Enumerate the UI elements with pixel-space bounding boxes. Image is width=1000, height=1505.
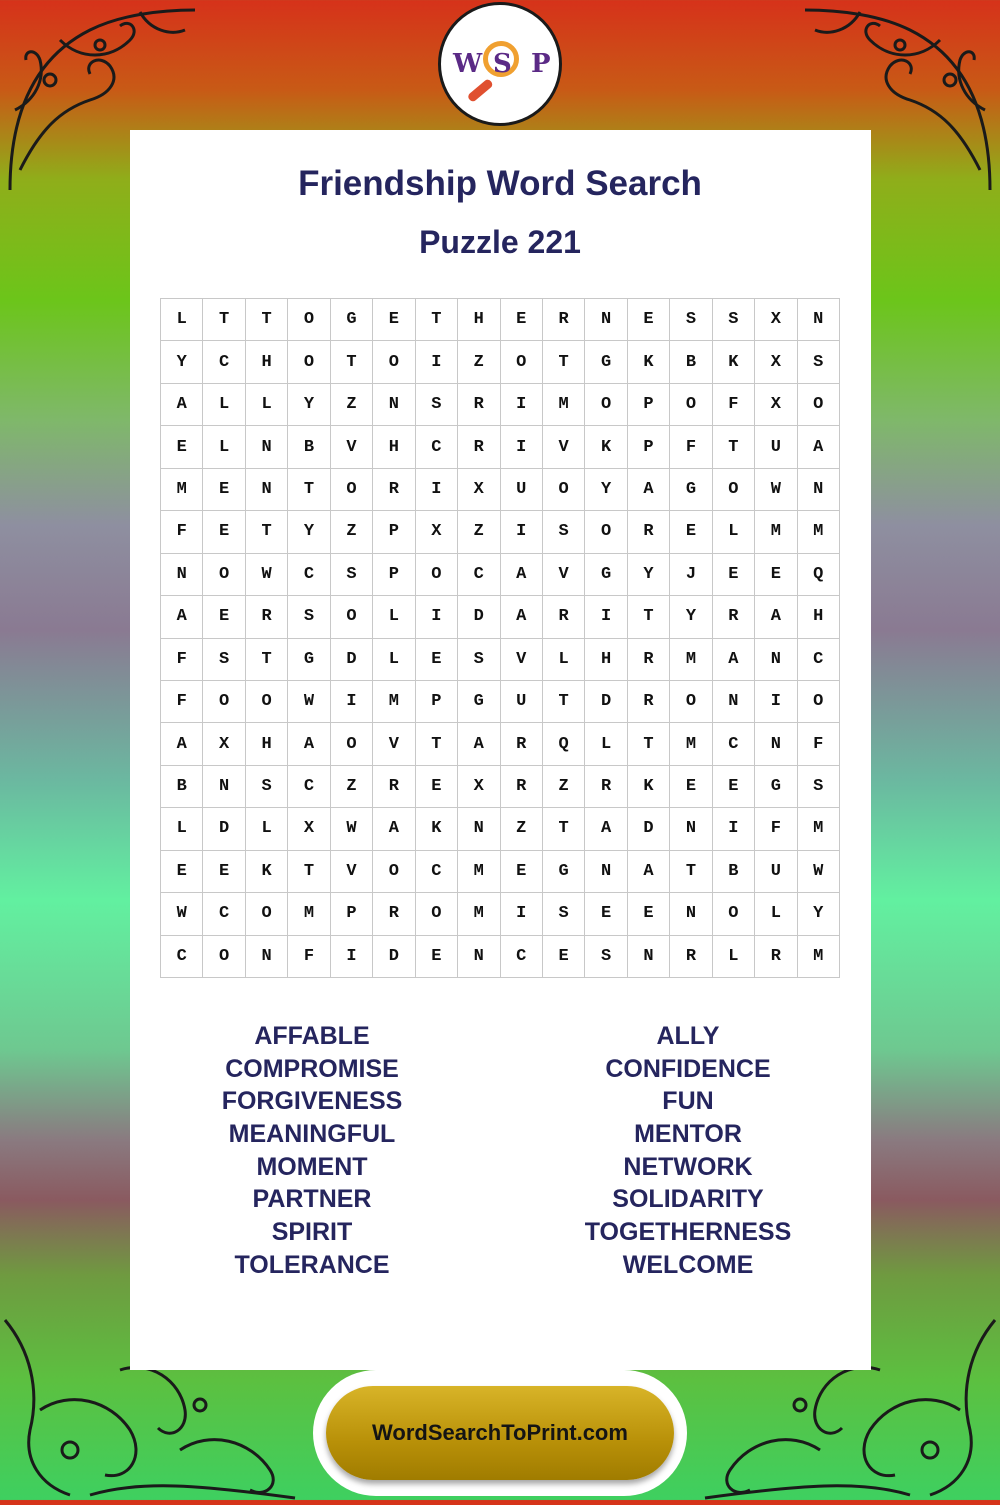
website-button[interactable]: WordSearchToPrint.com [326, 1386, 674, 1480]
grid-cell: N [373, 384, 415, 426]
word-list-item: FORGIVENESS [221, 1087, 403, 1116]
word-list-item: AFFABLE [254, 1022, 370, 1050]
grid-cell: T [416, 723, 458, 765]
grid-cell: K [628, 766, 670, 808]
wsp-logo [438, 2, 562, 126]
grid-cell: A [161, 596, 203, 638]
grid-cell: Z [458, 511, 500, 553]
grid-cell: V [331, 851, 373, 893]
grid-cell: N [458, 936, 500, 978]
grid-cell: A [755, 596, 797, 638]
grid-cell: N [246, 426, 288, 468]
grid-cell: Y [585, 469, 627, 511]
grid-cell: K [246, 851, 288, 893]
grid-cell: B [288, 426, 330, 468]
grid-cell: M [543, 384, 585, 426]
grid-cell: S [331, 554, 373, 596]
grid-cell: C [288, 766, 330, 808]
grid-cell: I [501, 511, 543, 553]
grid-cell: S [416, 384, 458, 426]
grid-cell: O [416, 554, 458, 596]
grid-cell: G [288, 639, 330, 681]
grid-cell: E [203, 469, 245, 511]
grid-cell: M [288, 893, 330, 935]
grid-cell: L [585, 723, 627, 765]
grid-cell: E [755, 554, 797, 596]
grid-cell: D [585, 681, 627, 723]
grid-cell: X [458, 766, 500, 808]
grid-cell: N [798, 469, 840, 511]
grid-cell: Z [543, 766, 585, 808]
grid-cell: F [288, 936, 330, 978]
grid-cell: W [161, 893, 203, 935]
grid-cell: E [161, 851, 203, 893]
grid-cell: R [373, 766, 415, 808]
grid-cell: R [246, 596, 288, 638]
grid-cell: T [246, 299, 288, 341]
grid-cell: O [713, 469, 755, 511]
grid-cell: I [331, 681, 373, 723]
grid-cell: V [543, 426, 585, 468]
grid-cell: Z [331, 384, 373, 426]
grid-cell: N [798, 299, 840, 341]
grid-cell: O [288, 341, 330, 383]
grid-cell: C [416, 426, 458, 468]
grid-cell: O [798, 384, 840, 426]
grid-cell: M [798, 936, 840, 978]
grid-cell: K [713, 341, 755, 383]
grid-cell: L [755, 893, 797, 935]
grid-cell: O [331, 596, 373, 638]
grid-cell: T [670, 851, 712, 893]
grid-cell: U [501, 681, 543, 723]
grid-cell: Q [543, 723, 585, 765]
grid-cell: E [670, 766, 712, 808]
grid-cell: I [585, 596, 627, 638]
grid-cell: O [798, 681, 840, 723]
grid-cell: T [288, 851, 330, 893]
grid-cell: C [798, 639, 840, 681]
grid-cell: S [543, 893, 585, 935]
grid-cell: F [755, 808, 797, 850]
grid-cell: I [501, 893, 543, 935]
grid-cell: K [416, 808, 458, 850]
grid-cell: H [246, 723, 288, 765]
word-list-item: MEANINGFUL [228, 1120, 396, 1149]
grid-cell: G [755, 766, 797, 808]
word-list-item: MENTOR [634, 1120, 742, 1149]
grid-cell: E [203, 596, 245, 638]
grid-cell: O [203, 554, 245, 596]
grid-cell: I [416, 596, 458, 638]
grid-cell: M [373, 681, 415, 723]
grid-cell: N [628, 936, 670, 978]
word-list-left [162, 1020, 462, 1282]
grid-cell: E [203, 851, 245, 893]
grid-cell: A [288, 723, 330, 765]
grid-cell: S [288, 596, 330, 638]
grid-cell: I [331, 936, 373, 978]
grid-cell: H [373, 426, 415, 468]
grid-cell: C [713, 723, 755, 765]
word-list-item: CONFIDENCE [605, 1054, 771, 1083]
grid-cell: F [161, 639, 203, 681]
grid-cell: E [501, 851, 543, 893]
logo-letter-w: W [453, 49, 483, 79]
grid-cell: C [416, 851, 458, 893]
grid-cell: A [628, 851, 670, 893]
grid-cell: A [161, 384, 203, 426]
grid-cell: Z [331, 766, 373, 808]
grid-cell: O [501, 341, 543, 383]
grid-cell: G [331, 299, 373, 341]
grid-cell: B [713, 851, 755, 893]
grid-cell: R [628, 511, 670, 553]
grid-cell: N [670, 808, 712, 850]
grid-cell: T [543, 341, 585, 383]
grid-cell: A [161, 723, 203, 765]
grid-cell: E [416, 766, 458, 808]
grid-cell: P [373, 511, 415, 553]
puzzle-number: Puzzle 221 [419, 224, 581, 260]
word-list-right [538, 1020, 838, 1282]
grid-cell: V [331, 426, 373, 468]
grid-cell: R [458, 384, 500, 426]
grid-cell: L [713, 936, 755, 978]
grid-cell: S [543, 511, 585, 553]
word-list-item: WELCOME [622, 1250, 754, 1279]
grid-cell: T [246, 639, 288, 681]
grid-cell: M [458, 893, 500, 935]
grid-cell: E [713, 554, 755, 596]
grid-cell: N [670, 893, 712, 935]
grid-cell: Z [458, 341, 500, 383]
grid-cell: O [585, 511, 627, 553]
grid-cell: O [373, 851, 415, 893]
grid-cell: O [203, 681, 245, 723]
grid-cell: D [203, 808, 245, 850]
grid-cell: L [203, 426, 245, 468]
grid-cell: E [501, 299, 543, 341]
grid-cell: P [628, 426, 670, 468]
grid-cell: G [543, 851, 585, 893]
grid-cell: N [246, 469, 288, 511]
grid-cell: O [543, 469, 585, 511]
grid-cell: H [585, 639, 627, 681]
grid-cell: A [458, 723, 500, 765]
grid-cell: I [416, 469, 458, 511]
page-title: Friendship Word Search [298, 164, 702, 203]
grid-cell: M [670, 723, 712, 765]
word-list-item: FUN [662, 1087, 714, 1116]
grid-cell: S [713, 299, 755, 341]
grid-cell: L [161, 808, 203, 850]
grid-cell: Y [798, 893, 840, 935]
grid-cell: X [458, 469, 500, 511]
grid-cell: I [501, 426, 543, 468]
grid-cell: A [628, 469, 670, 511]
grid-cell: S [203, 639, 245, 681]
grid-cell: N [458, 808, 500, 850]
grid-cell: L [203, 384, 245, 426]
grid-cell: L [713, 511, 755, 553]
grid-cell: O [203, 936, 245, 978]
grid-cell: G [458, 681, 500, 723]
grid-cell: C [203, 341, 245, 383]
grid-cell: S [798, 341, 840, 383]
grid-cell: N [585, 851, 627, 893]
grid-cell: T [331, 341, 373, 383]
word-list-item: ALLY [656, 1022, 720, 1050]
grid-cell: T [246, 511, 288, 553]
grid-cell: P [373, 554, 415, 596]
grid-cell: T [543, 681, 585, 723]
grid-cell: R [628, 681, 670, 723]
grid-cell: P [628, 384, 670, 426]
grid-cell: M [458, 851, 500, 893]
word-list-item: SOLIDARITY [612, 1185, 764, 1214]
grid-cell: D [331, 639, 373, 681]
grid-cell: D [458, 596, 500, 638]
word-list-item: TOGETHERNESS [584, 1218, 792, 1247]
grid-cell: F [161, 681, 203, 723]
grid-cell: O [331, 723, 373, 765]
grid-cell: N [585, 299, 627, 341]
grid-cell: E [161, 426, 203, 468]
grid-cell: R [628, 639, 670, 681]
grid-cell: R [585, 766, 627, 808]
grid-cell: L [373, 639, 415, 681]
grid-cell: D [373, 936, 415, 978]
grid-cell: P [416, 681, 458, 723]
grid-cell: O [331, 469, 373, 511]
grid-cell: N [755, 723, 797, 765]
grid-cell: U [501, 469, 543, 511]
grid-cell: Z [331, 511, 373, 553]
grid-cell: S [246, 766, 288, 808]
grid-cell: T [543, 808, 585, 850]
grid-cell: V [373, 723, 415, 765]
grid-cell: O [670, 384, 712, 426]
grid-cell: O [373, 341, 415, 383]
grid-cell: H [458, 299, 500, 341]
grid-cell: O [670, 681, 712, 723]
grid-cell: Y [670, 596, 712, 638]
grid-cell: U [755, 426, 797, 468]
grid-cell: T [628, 596, 670, 638]
grid-cell: M [670, 639, 712, 681]
grid-cell: R [373, 893, 415, 935]
grid-cell: A [501, 596, 543, 638]
grid-cell: R [670, 936, 712, 978]
grid-cell: R [543, 299, 585, 341]
word-list-item: SPIRIT [271, 1218, 353, 1247]
grid-cell: R [501, 723, 543, 765]
grid-cell: R [501, 766, 543, 808]
grid-cell: C [288, 554, 330, 596]
grid-cell: O [288, 299, 330, 341]
grid-cell: A [373, 808, 415, 850]
grid-cell: M [161, 469, 203, 511]
grid-cell: K [585, 426, 627, 468]
grid-cell: Q [798, 554, 840, 596]
grid-cell: T [416, 299, 458, 341]
grid-cell: A [713, 639, 755, 681]
grid-cell: T [713, 426, 755, 468]
grid-cell: T [203, 299, 245, 341]
grid-cell: E [373, 299, 415, 341]
grid-cell: Y [628, 554, 670, 596]
grid-cell: K [628, 341, 670, 383]
grid-cell: P [331, 893, 373, 935]
grid-cell: J [670, 554, 712, 596]
grid-cell: F [798, 723, 840, 765]
grid-cell: N [246, 936, 288, 978]
grid-cell: X [288, 808, 330, 850]
grid-cell: W [755, 469, 797, 511]
grid-cell: F [670, 426, 712, 468]
grid-cell: Y [288, 384, 330, 426]
grid-cell: E [670, 511, 712, 553]
grid-cell: C [501, 936, 543, 978]
word-list-item: PARTNER [252, 1185, 372, 1214]
grid-cell: R [458, 426, 500, 468]
grid-cell: L [161, 299, 203, 341]
grid-cell: X [203, 723, 245, 765]
grid-cell: B [670, 341, 712, 383]
grid-cell: S [585, 936, 627, 978]
grid-cell: E [543, 936, 585, 978]
grid-cell: R [373, 469, 415, 511]
grid-cell: Y [288, 511, 330, 553]
grid-cell: E [713, 766, 755, 808]
grid-cell: U [755, 851, 797, 893]
grid-cell: R [713, 596, 755, 638]
grid-cell: M [798, 511, 840, 553]
grid-cell: O [585, 384, 627, 426]
grid-cell: O [246, 893, 288, 935]
grid-cell: W [798, 851, 840, 893]
grid-cell: X [755, 299, 797, 341]
grid-cell: R [755, 936, 797, 978]
grid-cell: Y [161, 341, 203, 383]
letter-grid [160, 298, 840, 978]
grid-cell: E [416, 936, 458, 978]
grid-cell: H [246, 341, 288, 383]
grid-cell: N [755, 639, 797, 681]
grid-cell: S [798, 766, 840, 808]
grid-cell: I [755, 681, 797, 723]
grid-cell: Z [501, 808, 543, 850]
grid-cell: M [755, 511, 797, 553]
grid-cell: T [288, 469, 330, 511]
grid-cell: E [585, 893, 627, 935]
grid-cell: L [373, 596, 415, 638]
grid-cell: O [246, 681, 288, 723]
grid-cell: F [713, 384, 755, 426]
grid-cell: X [755, 384, 797, 426]
grid-cell: V [543, 554, 585, 596]
magnifier-handle [467, 78, 494, 103]
grid-cell: B [161, 766, 203, 808]
grid-cell: O [416, 893, 458, 935]
grid-cell: W [246, 554, 288, 596]
grid-cell: E [628, 893, 670, 935]
grid-cell: G [670, 469, 712, 511]
word-list-item: TOLERANCE [234, 1250, 390, 1279]
grid-cell: X [755, 341, 797, 383]
grid-cell: N [203, 766, 245, 808]
word-list-item: MOMENT [256, 1152, 368, 1181]
grid-cell: A [798, 426, 840, 468]
grid-cell: F [161, 511, 203, 553]
grid-cell: A [501, 554, 543, 596]
grid-cell: C [203, 893, 245, 935]
word-list-item: NETWORK [623, 1152, 753, 1181]
grid-cell: O [713, 893, 755, 935]
grid-cell: S [670, 299, 712, 341]
grid-cell: R [543, 596, 585, 638]
grid-cell: X [416, 511, 458, 553]
grid-cell: I [713, 808, 755, 850]
grid-cell: M [798, 808, 840, 850]
grid-cell: S [458, 639, 500, 681]
grid-cell: A [585, 808, 627, 850]
grid-cell: L [246, 384, 288, 426]
grid-cell: V [501, 639, 543, 681]
grid-cell: H [798, 596, 840, 638]
grid-cell: T [628, 723, 670, 765]
grid-cell: G [585, 341, 627, 383]
grid-cell: W [331, 808, 373, 850]
grid-cell: I [416, 341, 458, 383]
grid-cell: N [713, 681, 755, 723]
logo-letter-p: P [531, 49, 551, 79]
grid-cell: E [416, 639, 458, 681]
grid-cell: D [628, 808, 670, 850]
grid-cell: N [161, 554, 203, 596]
grid-cell: L [543, 639, 585, 681]
grid-cell: E [628, 299, 670, 341]
grid-cell: C [161, 936, 203, 978]
grid-cell: E [203, 511, 245, 553]
grid-cell: W [288, 681, 330, 723]
word-list-item: COMPROMISE [225, 1054, 399, 1083]
grid-cell: C [458, 554, 500, 596]
grid-cell: G [585, 554, 627, 596]
grid-cell: L [246, 808, 288, 850]
grid-cell: I [501, 384, 543, 426]
logo-letter-s: S [493, 49, 512, 79]
